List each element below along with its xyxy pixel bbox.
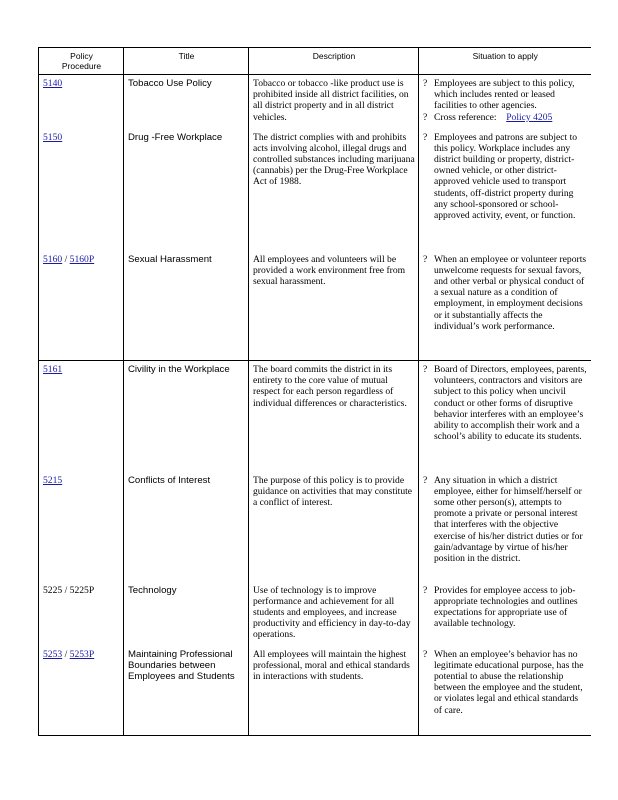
bullet-icon: ? bbox=[423, 648, 428, 660]
situation-cell bbox=[419, 75, 591, 129]
header-row bbox=[39, 48, 591, 75]
situation-text: When an employee or volunteer reports unwelcome requests for sexual favors, and other verbal or physical conduct of a sexual nature as a condition of employment, in employment decisions or it substantially affects the individual’s work performance. bbox=[434, 253, 587, 332]
crossref-label: Cross reference: bbox=[434, 111, 497, 123]
policy-cell bbox=[39, 129, 124, 251]
situation-cell bbox=[419, 472, 591, 582]
table-row bbox=[39, 129, 591, 251]
title-cell: Sexual Harassment bbox=[124, 251, 249, 361]
title-cell: Drug -Free Workplace bbox=[124, 129, 249, 251]
policy-link[interactable]: 5150 bbox=[43, 131, 63, 143]
policy-number: 5225 bbox=[43, 584, 63, 596]
table-row bbox=[39, 251, 591, 361]
title-header: Title bbox=[124, 48, 249, 75]
bullet-icon: ? bbox=[423, 78, 428, 89]
policy-link[interactable]: 5253 bbox=[43, 648, 63, 660]
title-cell: Civility in the Workplace bbox=[124, 361, 249, 472]
procedure-header-label: Procedure bbox=[61, 61, 102, 71]
situation-cell bbox=[419, 129, 591, 251]
description-cell: Use of technology is to improve performance and achievement for all students and employees, and increase productivity and efficiency in day-to-day operations. bbox=[249, 582, 419, 646]
policy-cell bbox=[39, 75, 124, 129]
situation-header: Situation to apply bbox=[419, 48, 591, 75]
policy-cell bbox=[39, 472, 124, 582]
policy-link[interactable]: 5140 bbox=[43, 78, 63, 89]
policy-cell bbox=[39, 646, 124, 736]
situation-cell bbox=[419, 361, 591, 472]
policy-procedure-header bbox=[39, 48, 124, 75]
title-cell: Technology bbox=[124, 582, 249, 646]
policy-cell bbox=[39, 361, 124, 472]
situation-cell bbox=[419, 646, 591, 736]
policy-separator: / bbox=[62, 584, 70, 596]
description-header: Description bbox=[249, 48, 419, 75]
title-cell: Tobacco Use Policy bbox=[124, 75, 249, 129]
policy-link[interactable]: 5161 bbox=[43, 364, 63, 375]
bullet-icon: ? bbox=[423, 111, 428, 123]
procedure-link[interactable]: 5160P bbox=[69, 253, 95, 265]
description-cell: The district complies with and prohibits acts involving alcohol, illegal drugs and controlled substances including marijuana (cannabis) per the Drug-Free Workplace Act of 1988. bbox=[249, 129, 419, 251]
policy-cell bbox=[39, 582, 124, 646]
description-cell: The board commits the district in its entirety to the core value of mutual respect for each person regardless of individual differences or characteristics. bbox=[249, 361, 419, 472]
situation-cell bbox=[419, 582, 591, 646]
bullet-icon: ? bbox=[423, 131, 428, 143]
bullet-icon: ? bbox=[423, 364, 428, 375]
bullet-icon: ? bbox=[423, 474, 428, 486]
policy-link[interactable]: 5215 bbox=[43, 474, 63, 486]
policy-separator: / bbox=[62, 648, 70, 660]
policy-cell bbox=[39, 251, 124, 361]
bullet-icon: ? bbox=[423, 584, 428, 596]
table-row bbox=[39, 582, 591, 646]
situation-text: Any situation in which a district employee, either for himself/herself or some other person(s), attempts to promote a private or personal interest that interferes with the objective exercise of his/her district duties or for gain/advantage by virtue of his/her position in the district. bbox=[434, 474, 583, 564]
situation-text: Provides for employee access to job-appropriate technologies and outlines expectations for appropriate use of available technology. bbox=[434, 584, 578, 630]
description-cell: All employees will maintain the highest professional, moral and ethical standards in interactions with students. bbox=[249, 646, 419, 736]
procedure-link[interactable]: 5253P bbox=[69, 648, 95, 660]
table-row bbox=[39, 75, 591, 129]
crossref-link[interactable]: Policy 4205 bbox=[506, 111, 553, 123]
situation-text: When an employee’s behavior has no legitimate educational purpose, has the potential to abuse the relationship between the employee and the student, or violates legal and ethical standards of care. bbox=[434, 648, 584, 716]
description-cell: Tobacco or tobacco -like product use is prohibited inside all district facilities, on all district property and in all district vehicles. bbox=[249, 75, 419, 129]
description-cell: All employees and volunteers will be provided a work environment free from sexual harassment. bbox=[249, 251, 419, 361]
situation-text: Employees and patrons are subject to this policy. Workplace includes any district building or property, district-owned vehicle, or other district-approved vehicle used to transport students, off-district property during any school-sponsored or school-approved activity, event, or function. bbox=[434, 131, 578, 221]
procedure-number: 5225P bbox=[69, 584, 95, 596]
description-cell: The purpose of this policy is to provide guidance on activities that may constitute a conflict of interest. bbox=[249, 472, 419, 582]
title-cell: Maintaining Professional Boundaries between Employees and Students bbox=[124, 646, 249, 736]
policy-link[interactable]: 5160 bbox=[43, 253, 63, 265]
situation-text: Board of Directors, employees, parents, volunteers, contractors and visitors are subject to this policy when uncivil conduct or other forms of disruptive behavior interferes with an employee’s ability to accomplish their work and a school’s ability to educate its students. bbox=[434, 364, 587, 443]
table-row bbox=[39, 472, 591, 582]
policy-table bbox=[38, 47, 591, 736]
policy-separator: / bbox=[62, 253, 70, 265]
table-row bbox=[39, 361, 591, 472]
table-row bbox=[39, 646, 591, 736]
situation-text: Employees are subject to this policy, which includes rented or leased facilities to other agencies. bbox=[434, 78, 575, 112]
title-cell: Conflicts of Interest bbox=[124, 472, 249, 582]
bullet-icon: ? bbox=[423, 253, 428, 265]
situation-cell bbox=[419, 251, 591, 361]
policy-header-label: Policy bbox=[70, 51, 93, 61]
